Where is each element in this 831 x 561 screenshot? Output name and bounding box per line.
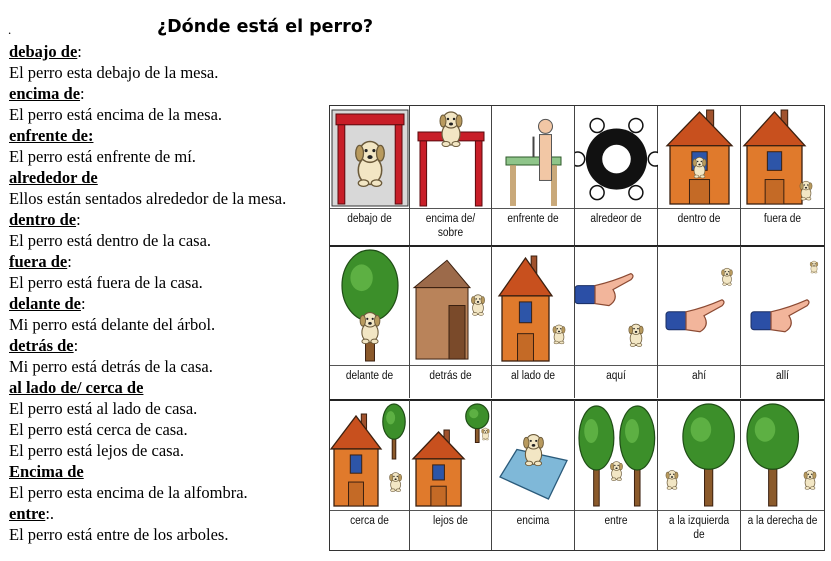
vocab-term-line xyxy=(9,41,329,62)
vocab-term-line xyxy=(9,83,329,104)
example-sentence: El perro está dentro de la casa. xyxy=(9,231,212,250)
cell-caption-line: delante de xyxy=(345,370,394,382)
grid-cell xyxy=(575,246,658,398)
dog-far-from-house-icon xyxy=(410,400,492,510)
grid-cell xyxy=(492,106,575,246)
caption-divider xyxy=(658,510,740,511)
vocab-term-line xyxy=(9,167,329,188)
example-sentence: Mi perro está detrás de la casa. xyxy=(9,357,213,376)
caption-divider xyxy=(658,365,740,366)
grid-cell xyxy=(575,400,658,550)
example-sentence: El perro está lejos de casa. xyxy=(9,441,185,460)
cell-caption-line: al lado de xyxy=(511,370,555,382)
cell-caption xyxy=(415,514,486,528)
vocab-term-suffix: : xyxy=(80,84,85,103)
cell-caption-line: debajo de xyxy=(347,213,392,225)
grid-row xyxy=(330,400,824,550)
vocab-term: alrededor de xyxy=(9,168,98,187)
example-sentence: El perro está entre de los arboles. xyxy=(9,525,229,544)
grid-cell xyxy=(741,246,824,398)
dog-outside-house-icon xyxy=(741,106,824,208)
cell-caption-line: alredeor de xyxy=(590,213,642,225)
cell-caption xyxy=(663,212,735,226)
example-sentence: El perro está al lado de casa. xyxy=(9,399,198,418)
caption-divider xyxy=(741,510,824,511)
dog-on-rug-icon xyxy=(492,400,575,510)
cell-caption-line: fuera de xyxy=(763,213,802,225)
grid-cell xyxy=(330,400,410,550)
cell-caption-line: a la izquierda de xyxy=(668,515,730,541)
vocab-term-suffix: : xyxy=(67,252,72,271)
example-sentence: El perro está cerca de casa. xyxy=(9,420,188,439)
vocab-term: Encima de xyxy=(9,462,84,481)
grid-cell xyxy=(658,106,741,246)
cell-caption xyxy=(580,212,652,226)
hand-pointing-here-icon xyxy=(575,246,658,365)
cell-caption xyxy=(497,514,569,528)
dog-behind-house-icon xyxy=(410,246,492,365)
caption-divider xyxy=(410,365,491,366)
caption-divider xyxy=(741,365,824,366)
cell-caption xyxy=(335,514,405,528)
vocab-term: dentro de xyxy=(9,210,77,229)
vocab-term: encima de xyxy=(9,84,81,103)
example-sentence: El perro está encima de la mesa. xyxy=(9,105,223,124)
cell-caption xyxy=(746,212,819,226)
caption-divider xyxy=(575,365,657,366)
grid-cell xyxy=(575,106,658,246)
vocab-term-line xyxy=(9,209,329,230)
cell-caption-line: aquí xyxy=(606,370,626,382)
vocab-term-suffix: : xyxy=(76,210,81,229)
cell-caption xyxy=(497,369,569,383)
example-sentence: El perro esta encima de la alfombra. xyxy=(9,483,248,502)
vocab-term: al lado de/ cerca de xyxy=(9,378,144,397)
cell-caption-line: entre xyxy=(604,515,628,527)
grid-cell xyxy=(741,400,824,550)
cell-caption xyxy=(580,369,652,383)
grid-cell xyxy=(330,106,410,246)
caption-divider xyxy=(330,365,409,366)
cell-caption-line: lejos de xyxy=(433,515,468,527)
vocab-term: debajo de xyxy=(9,42,78,61)
vocab-term-suffix: :. xyxy=(45,504,55,523)
grid-cell xyxy=(410,106,492,246)
cell-caption-line: enfrente de xyxy=(507,213,559,225)
vocabulary-list xyxy=(9,41,329,545)
grid-row xyxy=(330,106,824,246)
vocab-term-line xyxy=(9,377,329,398)
caption-divider xyxy=(575,208,657,209)
vocab-term-line xyxy=(9,503,329,524)
cell-caption xyxy=(746,514,819,528)
grid-cell xyxy=(330,246,410,398)
vocab-term-line xyxy=(9,125,329,146)
grid-cell xyxy=(492,246,575,398)
caption-divider xyxy=(330,208,409,209)
vocab-term: detrás de xyxy=(9,336,74,355)
cell-caption-line: ahí xyxy=(691,370,707,382)
cell-caption-line: detrás de xyxy=(429,370,472,382)
cell-caption xyxy=(663,514,735,542)
example-sentence: El perro esta debajo de la mesa. xyxy=(9,63,219,82)
dog-beside-house-icon xyxy=(492,246,575,365)
vocab-term-line xyxy=(9,251,329,272)
children-at-table-icon xyxy=(492,106,575,208)
example-sentence: Ellos están sentados alrededor de la mesa. xyxy=(9,189,287,208)
dog-right-of-tree-icon xyxy=(741,400,824,510)
cell-caption xyxy=(335,369,405,383)
cell-caption xyxy=(663,369,735,383)
grid-row xyxy=(330,246,824,398)
grid-cell xyxy=(741,106,824,246)
dog-on-table-icon xyxy=(410,106,492,208)
caption-divider xyxy=(410,208,491,209)
vocab-term-suffix: : xyxy=(80,294,86,313)
dog-between-trees-icon xyxy=(575,400,658,510)
cell-caption xyxy=(497,212,569,226)
dog-under-table-icon xyxy=(330,106,410,208)
example-sentence: El perro está fuera de la casa. xyxy=(9,273,203,292)
grid-cell xyxy=(492,400,575,550)
vocab-term: delante de xyxy=(9,294,81,313)
caption-divider xyxy=(658,208,740,209)
dog-in-front-of-tree-icon xyxy=(330,246,410,365)
grid-cell xyxy=(410,400,492,550)
caption-divider xyxy=(492,510,574,511)
cell-caption-line: allí xyxy=(776,370,789,382)
vocab-term-suffix: : xyxy=(73,336,79,355)
cell-caption xyxy=(415,212,486,240)
caption-divider xyxy=(492,208,574,209)
dog-near-house-icon xyxy=(330,400,410,510)
example-sentence: El perro está enfrente de mí. xyxy=(9,147,196,166)
example-sentence: Mi perro está delante del árbol. xyxy=(9,315,216,334)
vocab-term: enfrente de: xyxy=(9,126,94,145)
grid-cell xyxy=(410,246,492,398)
hand-pointing-over-there-icon xyxy=(741,246,824,365)
cell-caption-line: encima xyxy=(516,515,550,527)
dog-inside-house-icon xyxy=(658,106,741,208)
cell-caption xyxy=(335,212,405,226)
vocab-term-line xyxy=(9,293,329,314)
cell-caption-line: cerca de xyxy=(350,515,389,527)
cell-caption xyxy=(746,369,819,383)
cell-caption xyxy=(415,369,486,383)
caption-divider xyxy=(492,365,574,366)
cell-caption xyxy=(580,514,652,528)
vocab-term: entre xyxy=(9,504,46,523)
vocab-term: fuera de xyxy=(9,252,68,271)
people-around-table-icon xyxy=(575,106,658,208)
cell-caption-line: sobre xyxy=(437,227,464,239)
caption-divider xyxy=(575,510,657,511)
caption-divider xyxy=(741,208,824,209)
caption-divider xyxy=(330,510,409,511)
page-marker: . xyxy=(8,22,12,37)
vocab-term-suffix: : xyxy=(77,42,82,61)
grid-cell xyxy=(658,400,741,550)
dog-left-of-tree-icon xyxy=(658,400,741,510)
cell-caption-line: a la derecha de xyxy=(747,515,818,527)
grid-cell xyxy=(658,246,741,398)
caption-divider xyxy=(410,510,491,511)
hand-pointing-there-icon xyxy=(658,246,741,365)
vocab-term-line xyxy=(9,461,329,482)
cell-caption-line: dentro de xyxy=(677,213,721,225)
picture-grid xyxy=(329,105,825,551)
cell-caption-line: encima de/ xyxy=(425,213,476,225)
page-title: ¿Dónde está el perro? xyxy=(157,17,373,37)
vocab-term-line xyxy=(9,335,329,356)
